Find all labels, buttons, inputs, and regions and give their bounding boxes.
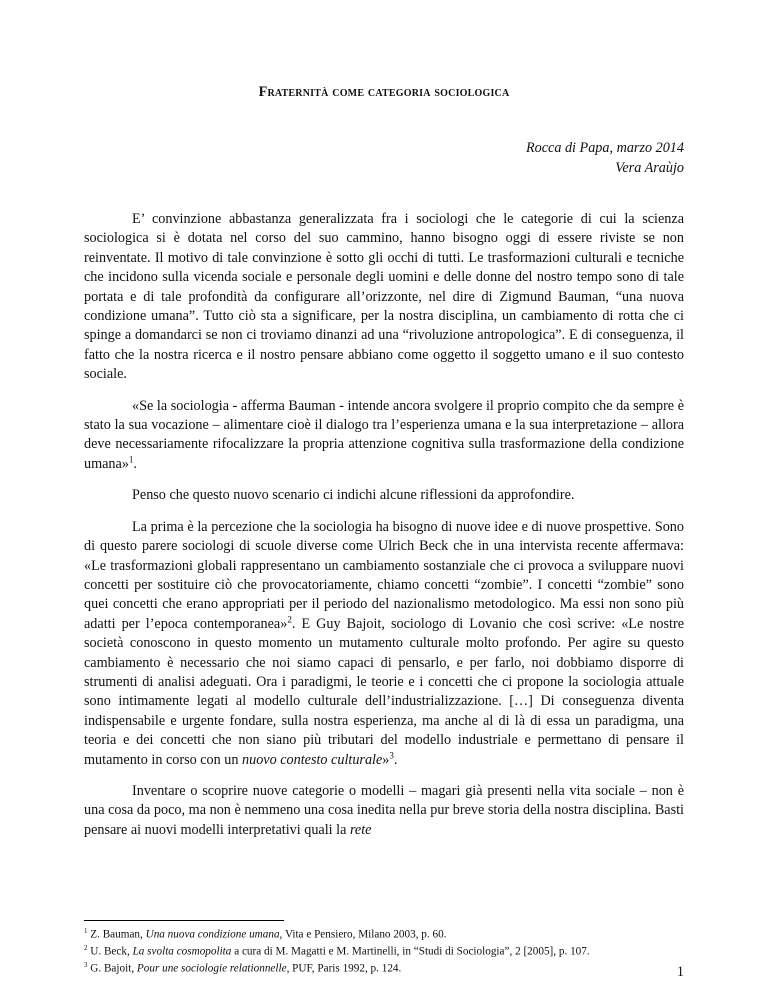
page-title: Fraternità come categoria sociologica [258,84,510,100]
footnote-text: , Vita e Pensiero, Milano 2003, p. 60. [279,928,447,941]
footnote-3 [84,959,684,976]
footnote-italic: La svolta cosmopolita [132,945,232,958]
place-date: Rocca di Papa, marzo 2014 [525,140,684,156]
footnote-number: 3 [84,961,88,970]
footnote-divider [84,920,284,921]
body-text [84,210,684,852]
page-number: 1 [676,964,684,980]
paragraph-text: La prima è la percezione che la sociologia ha bisogno di nuove idee e di nuove prospettive. Sono di questo parere sociologi di scuole diverse come Ulrich Beck che in una intervista recente affermava: «Le trasformazioni globali rappresentano un cambiamento sostanziale che ci provoca a sviluppare nuovi concetti per sostituire ciò che provocatoriamente, chiamo concetti “zombie”. I concetti “zombie” sono quei concetti che erano appropriati per il periodo del nazionalismo metodologico. Ma essi non sono più adatti per l’epoca contemporanea» [84,518,684,632]
paragraph-2 [84,397,684,475]
footnote-1 [84,925,684,942]
footnote-number: 1 [84,927,88,935]
paragraph-text: Penso che questo nuovo scenario ci indichi alcune riflessioni da approfondire. [132,487,575,504]
footnote-ref-3: 3 [389,749,394,760]
paragraph-text: . E Guy Bajoit, sociologo di Lovanio che così scrive: «Le nostre società conoscono in questo momento un mutamento culturale molto profondo. Per agire su questo cambiamento è necessario che noi siamo capaci di pensarlo, e per farlo, noi dobbiamo disporre di strumenti di analisi adeguati. Ora i paradigmi, le teorie e i concetti che ci propone la sociologia attuale sono intimamente legati al modello culturale dell’industrializzazione. […] Di conseguenza diventa indispensabile e urgente fondare, sulla nostra esperienza, ma anche al di là di essa un paradigma, una teoria e dei concetti che non siano più tributari del modello industriale e permettano di pensare il mutamento in corso con un [84,615,684,768]
dateline [526,138,684,178]
paragraph-4 [84,518,684,770]
footnote-ref-2: 2 [287,613,292,624]
footnote-text: Z. Bauman, [90,928,146,941]
paragraph-text: . [393,751,398,768]
footnote-text: G. Bajoit, [90,963,137,976]
paragraph-3 [84,486,684,505]
footnote-number: 2 [84,944,88,953]
paragraph-5 [84,782,684,840]
paragraph-text: E’ convinzione abbastanza generalizzata fra i sociologi che le categorie di cui la scienza sociologica si è dotata nel corso del suo cammino, hanno bisogno oggi di essere riviste se non reinventate. Il motivo di tale convinzione è sotto gli occhi di tutti. Le trasformazioni culturali e tecniche che incidono sulla vicenda sociale e personale degli uomini e delle donne del nostro tempo sono di tale portata e di tale profondità da configurare all’orizzonte, nel dire di Zigmund Bauman, “una nuova condizione umana”. Tutto ciò sta a significare, per la nostra disciplina, un cambiamento di rotta che ci spinge a domandarci se non ci troviamo dinanzi ad una “rivoluzione antropologica”. E di conseguenza, il fatto che la nostra ricerca e il nostro pensare abbiano come oggetto il soggetto umano e il suo contesto sociale. [84,211,684,383]
italic-text: nuovo contesto culturale [242,751,383,768]
footnote-text: U. Beck, [90,945,133,958]
paragraph-text: «Se la sociologia - afferma Bauman - intende ancora svolgere il proprio compito che da sempre è stato la sua vocazione – alimentare cioè il dialogo tra l’esperienza umana e la sua interpretazione – allora deve necessariamente rifocalizzare la propria attenzione cognitiva sulla trasformazione della condizione umana» [84,397,684,472]
footnote-text: PUF, Paris 1992, p. 124. [289,963,402,976]
italic-text: rete [349,821,372,838]
paragraph-text: . [133,455,137,472]
footnotes [84,920,684,976]
footnote-2 [84,942,684,959]
paragraph-text: » [382,751,390,768]
footnote-ref-1: 1 [128,454,134,465]
author: Vera Araùjo [615,160,684,176]
footnote-italic: Una nuova condizione umana [145,928,280,941]
footnote-text: a cura di M. Magatti e M. Martinelli, in “Studi di Sociologia”, 2 [2005], p. 107. [231,945,590,958]
paragraph-text: Inventare o scoprire nuove categorie o modelli – magari già presenti nella vita sociale – non è una cosa da poco, ma non è nemmeno una cosa inedita nella pur breve storia della nostra disciplina. Basti pensare ai nuovi modelli interpretativi quali la [84,782,684,838]
footnote-italic: Pour une sociologie relationnelle, [136,963,290,976]
paragraph-1 [84,210,684,385]
